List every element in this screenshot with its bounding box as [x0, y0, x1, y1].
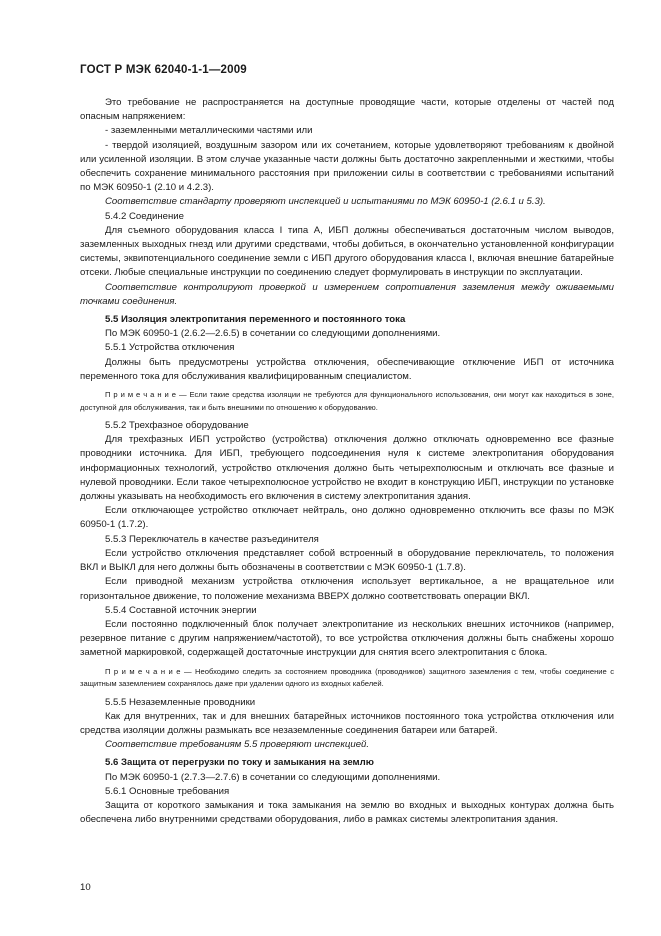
paragraph: Если отключающее устройство отключает нейтраль, оно должно одновременно отключить все фазы по МЭК 60950-1 (1.7.2). — [80, 505, 614, 531]
paragraph: Как для внутренних, так и для внешних батарейных источников постоянного тока устройства отключения или средства изоляции должны размыкать все незаземленные соединения батареи или батарей. — [80, 710, 614, 736]
section-title: 5.5 Изоляция электропитания переменного и постоянного тока — [105, 314, 406, 326]
subsection-title: 5.5.3 Переключатель в качестве разъединителя — [105, 533, 319, 545]
subsection-title: 5.6.1 Основные требования — [105, 785, 230, 797]
compliance-note: Соответствие контролируют проверкой и измерением сопротивления заземления между оживаемыми точками соединения. — [80, 281, 614, 307]
subsection-title: 5.5.1 Устройства отключения — [105, 342, 235, 354]
section-title: 5.6 Защита от перегрузки по току и замыкания на землю — [105, 757, 374, 769]
paragraph: Если устройство отключения представляет собой встроенный в оборудование переключатель, то положения ВКЛ и ВЫКЛ для него должны быть обозначены в соответствии с МЭК 60950-1 (1.7.8). — [80, 547, 614, 574]
paragraph: Если приводной механизм устройства отключения использует вертикальное, а не вращательное или горизонтальное движение, то положение механизма ВВЕРХ должно соответствовать операции ВКЛ. — [80, 576, 614, 602]
subsection-title: 5.5.2 Трехфазное оборудование — [105, 420, 249, 432]
page-number: 10 — [80, 882, 91, 893]
paragraph: Это требование не распространяется на доступные проводящие части, которые отделены от частей под опасным напряжением: — [80, 97, 614, 123]
paragraph: Если постоянно подключенный блок получает электропитание из нескольких внешних источников (например, резервное питание с другим напряжением/частотой), то все устройства отключения должны быть снабжены хорошо заметной маркировкой, содержащей достаточные инструкции для снятия всего электропитания с блока. — [80, 618, 614, 659]
paragraph: Защита от короткого замыкания и тока замыкания на землю во входных и выходных контурах должна быть обеспечена либо внутренними средствами оборудования, либо в рамках системы электропитания здания. — [80, 799, 614, 826]
document-header: ГОСТ Р МЭК 62040-1-1—2009 — [80, 64, 247, 76]
paragraph: Должны быть предусмотрены устройства отключения, обеспечивающие отключение ИБП от источника переменного тока для обслуживания квалифицированным специалистом. — [80, 356, 614, 382]
paragraph: По МЭК 60950-1 (2.6.2—2.6.5) в сочетании со следующими дополнениями. — [105, 328, 441, 340]
list-item: - твердой изоляцией, воздушным зазором или их сочетанием, которые удовлетворяют требованиям к двойной или усиленной изоляции. В этом случае указанные части должны быть достаточно закрепленными и жесткими, чтобы обеспечить сохранение минимального расстояния при приложении силы в соответствии с требованиями испытаний по МЭК 60950-1 (2.10 и 4.2.3). — [80, 139, 614, 194]
subsection-title: 5.5.5 Незаземленные проводники — [105, 696, 256, 708]
paragraph: По МЭК 60950-1 (2.7.3—2.7.6) в сочетании со следующими дополнениями. — [105, 771, 441, 783]
subsection-title: 5.5.4 Составной источник энергии — [105, 604, 257, 616]
list-item: - заземленными металлическими частями или — [105, 125, 313, 137]
paragraph: Для съемного оборудования класса I типа А, ИБП должны обеспечиваться достаточным числом выводов, заземленных выходных гнезд или другими средствами, чтобы добиться, в окончательно установленной конфигурации системы, эквипотенциального соединение земли с ИБП другого оборудования класса I, включая внешние батарейные отсеки. Любые специальные инструкции по соединению следует формулировать в инструкции по эксплуатации. — [80, 224, 614, 279]
subsection-title: 5.4.2 Соединение — [105, 210, 184, 222]
paragraph: Для трехфазных ИБП устройство (устройства) отключения должно отключать одновременно все фазные проводники источника. Для ИБП, требующего подсоединения нуля к системе электропитания оборудования информационных технологий, устройство отключения должно быть четырехполюсным и отключать все фазные и нулевой проводники. Если такое четырехполюсное устройство не входит в конструкцию ИБП, инструкции по установке должны указывать на необходимость его включения в систему электропитания здания. — [80, 434, 614, 503]
note: П р и м е ч а н и е — Если такие средства изоляции не требуются для функционального использования, они могут как находиться в зоне, доступной для обслуживания, так и быть внешними по отношению к оборудованию. — [80, 390, 614, 412]
document-body — [80, 96, 614, 827]
note: П р и м е ч а н и е — Необходимо следить за состоянием проводника (проводников) защитного заземления с тем, чтобы соединение с защитным заземлением сохранялось даже при удалении одного из входных кабелей. — [80, 666, 614, 689]
compliance-note: Соответствие требованиям 5.5 проверяют инспекцией. — [105, 739, 370, 751]
compliance-note: Соответствие стандарту проверяют инспекцией и испытаниями по МЭК 60950-1 (2.6.1 и 5.3). — [105, 196, 546, 208]
